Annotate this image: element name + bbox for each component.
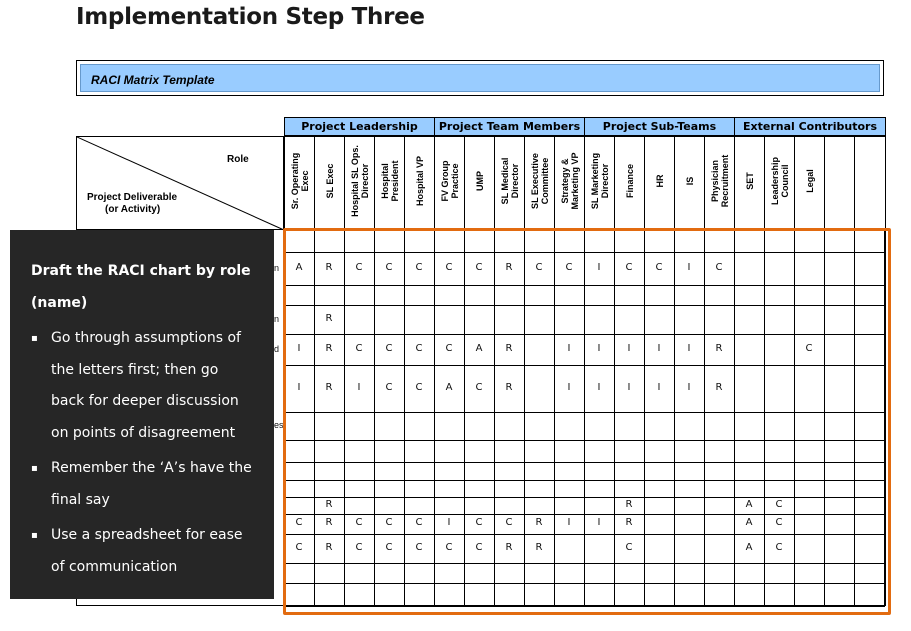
- raci-cell: R: [325, 261, 333, 273]
- raci-cell: C: [295, 541, 303, 553]
- raci-cell: C: [355, 261, 363, 273]
- column-group-header: External Contributors: [734, 117, 886, 136]
- raci-cell: C: [805, 342, 813, 354]
- bullet-icon: ▪: [31, 463, 38, 474]
- raci-cell: I: [597, 517, 601, 528]
- raci-cell: I: [687, 261, 691, 273]
- role-label: Role: [227, 154, 249, 165]
- raci-cell: I: [627, 381, 631, 393]
- raci-cell: C: [385, 517, 393, 528]
- column-group-header: Project Leadership: [284, 117, 435, 136]
- raci-cell: I: [297, 342, 301, 354]
- role-column-label: IS: [684, 176, 695, 186]
- raci-cell: I: [447, 517, 451, 528]
- raci-cell: I: [597, 261, 601, 273]
- raci-cell: I: [597, 381, 601, 393]
- raci-cell: R: [505, 541, 513, 553]
- raci-cell: R: [715, 342, 723, 354]
- role-column-header: [794, 136, 825, 230]
- raci-cell: A: [745, 498, 753, 510]
- raci-cell: C: [775, 541, 783, 553]
- role-column-header: [734, 136, 765, 230]
- raci-cell: C: [775, 517, 783, 528]
- role-column-label: Strategy & Marketing VP: [559, 152, 580, 210]
- raci-cell: C: [385, 342, 393, 354]
- raci-cell: R: [325, 541, 333, 553]
- raci-cell: C: [625, 261, 633, 273]
- callout-bullet-text: Remember the ‘A’s have the final say: [51, 460, 252, 508]
- callout-panel: [10, 230, 274, 599]
- raci-cell: C: [295, 517, 303, 528]
- role-column-header: [674, 136, 705, 230]
- raci-cell: C: [505, 517, 513, 528]
- role-column-header: [494, 136, 525, 230]
- role-column-header: [464, 136, 495, 230]
- raci-cell: I: [567, 342, 571, 354]
- role-column-label: Hospital VP: [414, 156, 425, 207]
- raci-cell: C: [445, 261, 453, 273]
- column-group-header: Project Sub-Teams: [584, 117, 735, 136]
- role-column-label: SL Medical Director: [499, 157, 520, 205]
- role-column-label: Sr. Operating Exec: [289, 152, 310, 210]
- row-label-fragment: n: [274, 313, 280, 324]
- role-column-label: UMP: [474, 171, 485, 192]
- callout-bullet-list: [31, 323, 254, 583]
- deliverable-label-line: Project Deliverable: [87, 192, 178, 203]
- callout-bullet-text: Go through assumptions of the letters first; then go back for deeper discussion on points of disagreement: [51, 330, 241, 441]
- role-column-header: [374, 136, 405, 230]
- role-column-label: Physician Recruitment: [709, 154, 730, 208]
- raci-cell: I: [357, 381, 361, 393]
- raci-cell: R: [535, 517, 543, 528]
- raci-cell: C: [475, 541, 483, 553]
- bullet-icon: ▪: [31, 333, 38, 344]
- raci-cell: I: [567, 517, 571, 528]
- raci-cell: C: [655, 261, 663, 273]
- role-column-label: Hospital President: [379, 160, 400, 202]
- raci-cell: I: [657, 342, 661, 354]
- raci-cell: I: [627, 342, 631, 354]
- row-label-fragment: n: [274, 262, 280, 273]
- raci-cell: C: [385, 381, 393, 393]
- raci-cell: C: [625, 541, 633, 553]
- raci-cell: C: [445, 541, 453, 553]
- role-column-label: SET: [744, 172, 755, 190]
- role-column-label: SL Exec: [324, 163, 335, 199]
- raci-cell: A: [745, 541, 753, 553]
- role-column-header: [284, 136, 315, 230]
- role-column-header: [584, 136, 615, 230]
- raci-cell: R: [325, 498, 333, 510]
- role-column-label: Leadership Council: [769, 157, 790, 206]
- corner-diagonal-line: [77, 137, 285, 231]
- role-column-header: [644, 136, 675, 230]
- role-column-header: [404, 136, 435, 230]
- role-column-header: [434, 136, 465, 230]
- orange-highlight-box: [283, 228, 891, 615]
- raci-cell: I: [597, 342, 601, 354]
- raci-cell: R: [715, 381, 723, 393]
- raci-cell: C: [715, 261, 723, 273]
- raci-cell: R: [325, 342, 333, 354]
- role-column-label: SL Marketing Director: [589, 152, 610, 210]
- role-column-header: [704, 136, 735, 230]
- raci-cell: R: [505, 261, 513, 273]
- raci-template-header: [76, 60, 884, 96]
- raci-cell: C: [775, 498, 783, 510]
- raci-cell: C: [415, 342, 423, 354]
- callout-bullet-item: [31, 323, 254, 449]
- raci-cell: C: [415, 381, 423, 393]
- raci-template-title: RACI Matrix Template: [80, 64, 880, 92]
- role-column-label: Hospital SL Ops. Director: [349, 145, 370, 218]
- raci-cell: C: [415, 261, 423, 273]
- raci-cell: R: [505, 381, 513, 393]
- raci-cell: C: [355, 342, 363, 354]
- role-column-header: [854, 136, 886, 230]
- raci-cell: C: [415, 541, 423, 553]
- callout-heading: Draft the RACI chart by role (name): [31, 263, 251, 311]
- raci-cell: R: [505, 342, 513, 354]
- raci-cell: R: [535, 541, 543, 553]
- raci-cell: R: [325, 312, 333, 324]
- raci-cell: R: [625, 517, 633, 528]
- slide-title: Implementation Step Three: [76, 4, 425, 30]
- raci-cell: I: [297, 381, 301, 393]
- raci-cell: C: [475, 261, 483, 273]
- raci-cell: C: [445, 342, 453, 354]
- raci-cell: C: [385, 541, 393, 553]
- raci-cell: A: [295, 261, 303, 273]
- role-column-label: Finance: [624, 164, 635, 199]
- column-group-header: Project Team Members: [434, 117, 585, 136]
- raci-cell: I: [687, 342, 691, 354]
- callout-bullet-item: [31, 520, 254, 583]
- row-label-fragment: es: [274, 420, 284, 430]
- raci-cell: C: [385, 261, 393, 273]
- role-column-label: HR: [654, 174, 665, 188]
- callout-bullet-text: Use a spreadsheet for ease of communication: [51, 527, 243, 575]
- raci-cell: C: [355, 541, 363, 553]
- role-column-header: [344, 136, 375, 230]
- raci-cell: C: [355, 517, 363, 528]
- raci-cell: I: [687, 381, 691, 393]
- deliverable-label: [87, 192, 177, 216]
- raci-cell: C: [415, 517, 423, 528]
- row-label-fragment: d: [274, 343, 280, 354]
- raci-cell: C: [475, 517, 483, 528]
- role-column-header: [314, 136, 345, 230]
- deliverable-label-line: (or Activity): [105, 204, 161, 215]
- role-column-label: FV Group Practice: [439, 160, 460, 202]
- raci-cell: R: [325, 381, 333, 393]
- role-column-header: [614, 136, 645, 230]
- raci-cell: A: [745, 517, 753, 528]
- raci-cell: R: [625, 498, 633, 510]
- raci-cell: A: [475, 342, 483, 354]
- raci-cell: I: [567, 381, 571, 393]
- role-column-label: Legal: [804, 169, 815, 193]
- bullet-icon: ▪: [31, 530, 38, 541]
- callout-bullet-item: [31, 453, 254, 516]
- role-column-header: [824, 136, 855, 230]
- raci-cell: C: [565, 261, 573, 273]
- role-column-header: [524, 136, 555, 230]
- role-column-header: [554, 136, 585, 230]
- raci-cell: I: [657, 381, 661, 393]
- raci-cell: C: [535, 261, 543, 273]
- matrix-corner-cell: [76, 136, 284, 230]
- raci-cell: A: [445, 381, 453, 393]
- role-column-label: SL Executive Committee: [529, 153, 550, 210]
- role-column-header: [764, 136, 795, 230]
- raci-cell: R: [325, 517, 333, 528]
- raci-cell: C: [475, 381, 483, 393]
